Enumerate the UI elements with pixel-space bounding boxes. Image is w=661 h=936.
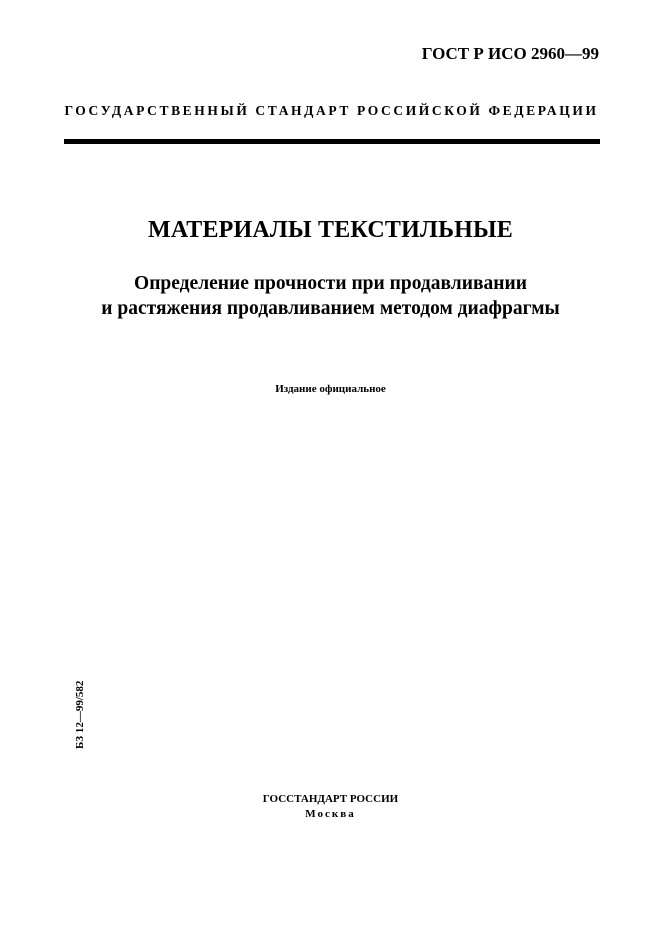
side-code: БЗ 12—99/582: [74, 680, 86, 749]
publisher: ГОССТАНДАРТ РОССИИ: [262, 793, 399, 805]
document-number: ГОСТ Р ИСО 2960—99: [421, 44, 599, 63]
header-divider: [64, 139, 600, 144]
page-title: МАТЕРИАЛЫ ТЕКСТИЛЬНЫЕ: [147, 217, 514, 243]
publisher-city: Москва: [305, 808, 356, 820]
edition-note: Издание официальное: [275, 383, 386, 395]
organization-header: ГОСУДАРСТВЕННЫЙ СТАНДАРТ РОССИЙСКОЙ ФЕДЕРАЦИИ: [64, 103, 599, 118]
subtitle-line-1: Определение прочности при продавливании: [134, 273, 527, 294]
subtitle-line-2: и растяжения продавливанием методом диафрагмы: [101, 298, 560, 319]
